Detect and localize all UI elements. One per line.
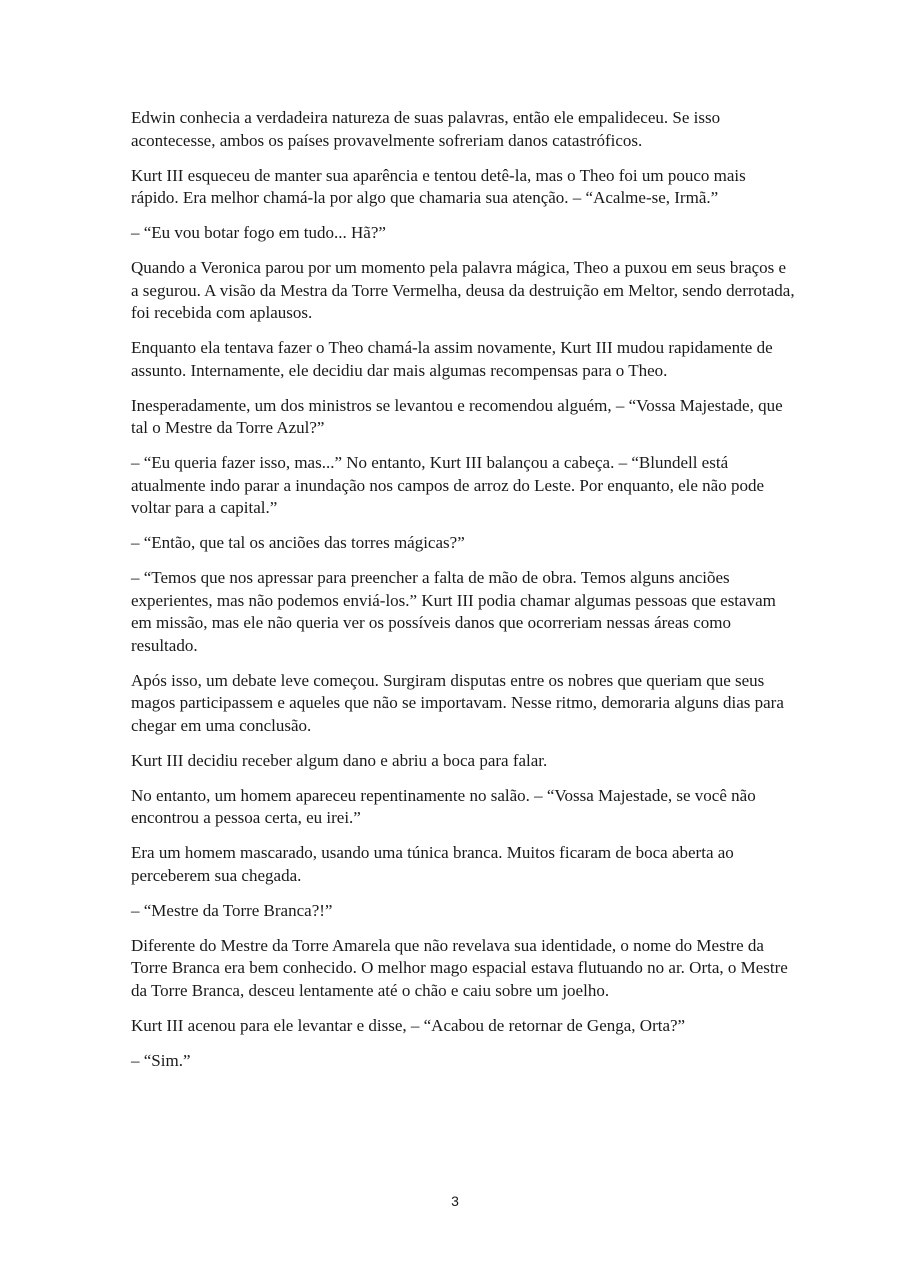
- paragraph: Kurt III esqueceu de manter sua aparência e tentou detê-la, mas o Theo foi um pouco mais rápido. Era melhor chamá-la por algo que chamaria sua atenção. – “Acalme-se, Irmã.”: [131, 165, 746, 207]
- paragraph: Enquanto ela tentava fazer o Theo chamá-la assim novamente, Kurt III mudou rapidamente de assunto. Internamente, ele decidiu dar mais algumas recompensas para o Theo.: [131, 338, 773, 380]
- body-text: [131, 107, 796, 1085]
- paragraph: Após isso, um debate leve começou. Surgiram disputas entre os nobres que queriam que seus magos participassem e aqueles que não se importavam. Nesse ritmo, demoraria alguns dias para chegar em uma conclusão.: [131, 670, 784, 735]
- paragraph: – “Mestre da Torre Branca?!”: [131, 900, 333, 920]
- paragraph: – “Eu vou botar fogo em tudo... Hã?”: [131, 223, 386, 242]
- paragraph: Quando a Veronica parou por um momento pela palavra mágica, Theo a puxou em seus braços e a segurou. A visão da Mestra da Torre Vermelha, deusa da destruição em Meltor, sendo derrotada, foi recebida com aplausos.: [131, 258, 795, 322]
- paragraph: – “Sim.”: [131, 1050, 191, 1070]
- page-number: 3: [451, 1193, 459, 1209]
- paragraph: – “Eu queria fazer isso, mas...” No entanto, Kurt III balançou a cabeça. – “Blundell está atualmente indo parar a inundação nos campos de arroz do Leste. Por enquanto, ele não pode voltar para a capital.”: [131, 453, 765, 517]
- paragraph: Inesperadamente, um dos ministros se levantou e recomendou alguém, – “Vossa Majestade, que tal o Mestre da Torre Azul?”: [131, 395, 783, 437]
- paragraph: – “Então, que tal os anciões das torres mágicas?”: [131, 533, 465, 552]
- paragraph: No entanto, um homem apareceu repentinamente no salão. – “Vossa Majestade, se você não encontrou a pessoa certa, eu irei.”: [131, 785, 756, 827]
- paragraph: Edwin conhecia a verdadeira natureza de suas palavras, então ele empalideceu. Se isso acontecesse, ambos os países provavelmente sofreriam danos catastróficos.: [131, 108, 721, 150]
- paragraph: Era um homem mascarado, usando uma túnica branca. Muitos ficaram de boca aberta ao perceberem sua chegada.: [131, 843, 734, 885]
- paragraph: – “Temos que nos apressar para preencher a falta de mão de obra. Temos alguns anciões experientes, mas não podemos enviá-los.” Kurt III podia chamar algumas pessoas que estavam em missão, mas ele não queria ver os possíveis danos que ocorreriam nessas áreas como resultado.: [131, 568, 776, 655]
- paragraph: Kurt III decidiu receber algum dano e abriu a boca para falar.: [131, 750, 548, 770]
- paragraph: Kurt III acenou para ele levantar e disse, – “Acabou de retornar de Genga, Orta?”: [131, 1015, 686, 1035]
- paragraph: Diferente do Mestre da Torre Amarela que não revelava sua identidade, o nome do Mestre da Torre Branca era bem conhecido. O melhor mago espacial estava flutuando no ar. Orta, o Mestre da Torre Branca, desceu lentamente até o chão e caiu sobre um joelho.: [131, 935, 788, 1000]
